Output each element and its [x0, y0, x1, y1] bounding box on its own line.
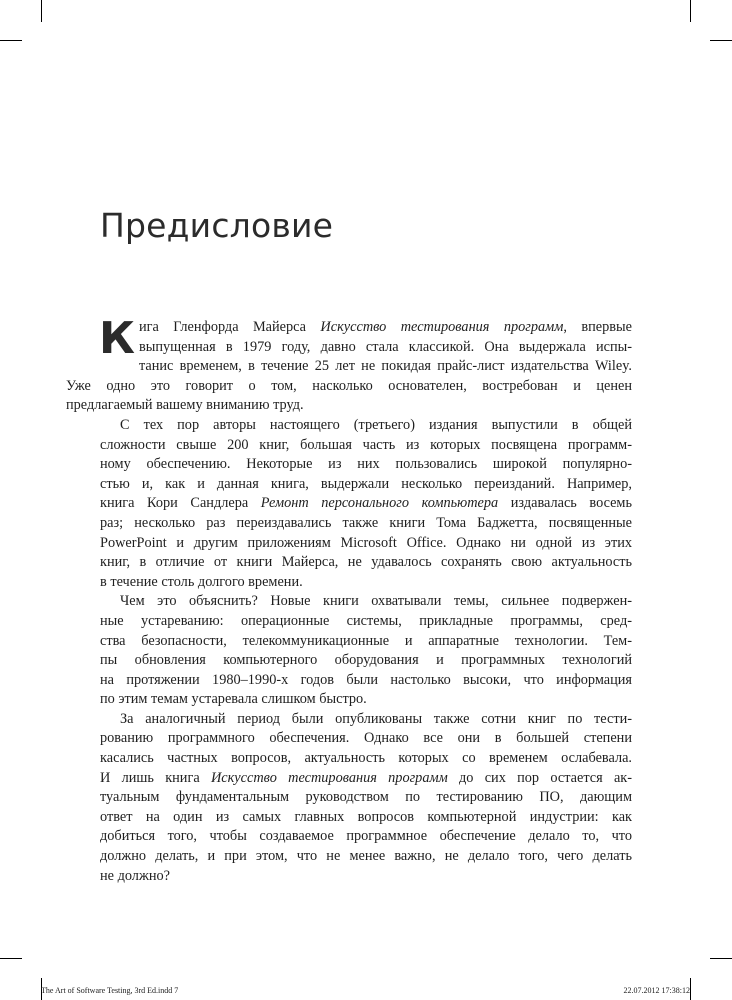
text-line: касались частных вопросов, актуальность которых со временем ослабевала.	[100, 750, 632, 767]
text-line: За аналогичный период были опубликованы также сотни книг по тести-	[120, 710, 632, 727]
text-line: книг, в отличие от книги Майерса, не удавалось сохранять свою актуальность	[100, 554, 632, 571]
text-line: туальным фундаментальным руководством по тестированию ПО, дающим	[100, 789, 632, 806]
text-line: раз; несколько раз переиздавались также книги Тома Баджетта, посвященные	[100, 514, 632, 531]
crop-mark	[690, 0, 691, 22]
text-line: И лишь книга Искусство тестирования программ до сих пор остается ак-	[100, 769, 633, 786]
paragraph-1	[66, 313, 632, 416]
text-line: танис временем, в течение 25 лет не покидая прайс-лист издательства Wiley.	[138, 358, 632, 375]
text-line: по этим темам устаревала слишком быстро.	[100, 691, 367, 708]
text-line: Чем это объяснить? Новые книги охватывали темы, сильнее подвержен-	[120, 593, 632, 610]
text-line: пы обновления компьютерного оборудования и программных технологий	[100, 652, 632, 669]
drop-cap: К	[99, 313, 135, 364]
crop-mark	[0, 40, 22, 41]
paragraph-3	[100, 592, 632, 710]
article-body	[66, 313, 633, 886]
text-line: PowerPoint и другим приложениям Microsoft Office. Однако ни одной из этих	[100, 534, 632, 551]
text-line: ные устареванию: операционные системы, прикладные программы, сред-	[100, 612, 632, 629]
text-line: должно делать, и при этом, что не менее важно, не делало того, чего делать	[100, 848, 632, 865]
crop-mark	[0, 958, 22, 959]
text-line: книга Кори Сандлера Ремонт персонального компьютера издавалась восемь	[100, 495, 633, 512]
crop-mark	[710, 958, 732, 959]
print-slug-right: 22.07.2012 17:38:12	[623, 986, 690, 995]
text-line: на протяжении 1980–1990-х годов были настолько высоки, что информация	[100, 671, 632, 688]
paragraph-4	[100, 710, 632, 886]
text-line: сложности свыше 200 книг, большая часть из которых посвящена программ-	[100, 436, 632, 453]
crop-mark	[690, 978, 691, 1000]
text-line: добиться того, чтобы создаваемое программное обеспечение делало то, что	[100, 828, 632, 845]
text-line: С тех пор авторы настоящего (третьего) издания выпустили в общей	[120, 416, 632, 433]
text-line: ига Гленфорда Майерса Искусство тестирования программ, впервые	[138, 319, 632, 335]
page-title: Предисловие	[100, 206, 334, 245]
text-line: стью и, как и данная книга, выдержали несколько переизданий. Например,	[100, 475, 632, 492]
text-line: ответ на один из самых главных вопросов компьютерной индустрии: как	[100, 808, 632, 825]
text-line: ному обеспечению. Некоторые из них пользовались широкой популярно-	[100, 456, 632, 473]
crop-mark	[41, 0, 42, 22]
text-line: ства безопасности, телекоммуникационные и аппаратные технологии. Тем-	[100, 632, 632, 649]
text-line: не должно?	[100, 867, 170, 884]
text-line: рованию программного обеспечения. Однако все они в большей степени	[100, 730, 632, 747]
crop-mark	[710, 40, 732, 41]
print-slug-left: The Art of Software Testing, 3rd Ed.indd 7	[41, 986, 179, 995]
text-line: выпущенная в 1979 году, давно стала классикой. Она выдержала испы-	[138, 338, 632, 355]
paragraph-2	[100, 416, 632, 592]
text-line: в течение столь долгого времени.	[100, 573, 303, 590]
text-line: Уже одно это говорит о том, насколько основателен, востребован и ценен	[66, 377, 632, 394]
text-line: предлагаемый вашему вниманию труд.	[66, 397, 304, 414]
